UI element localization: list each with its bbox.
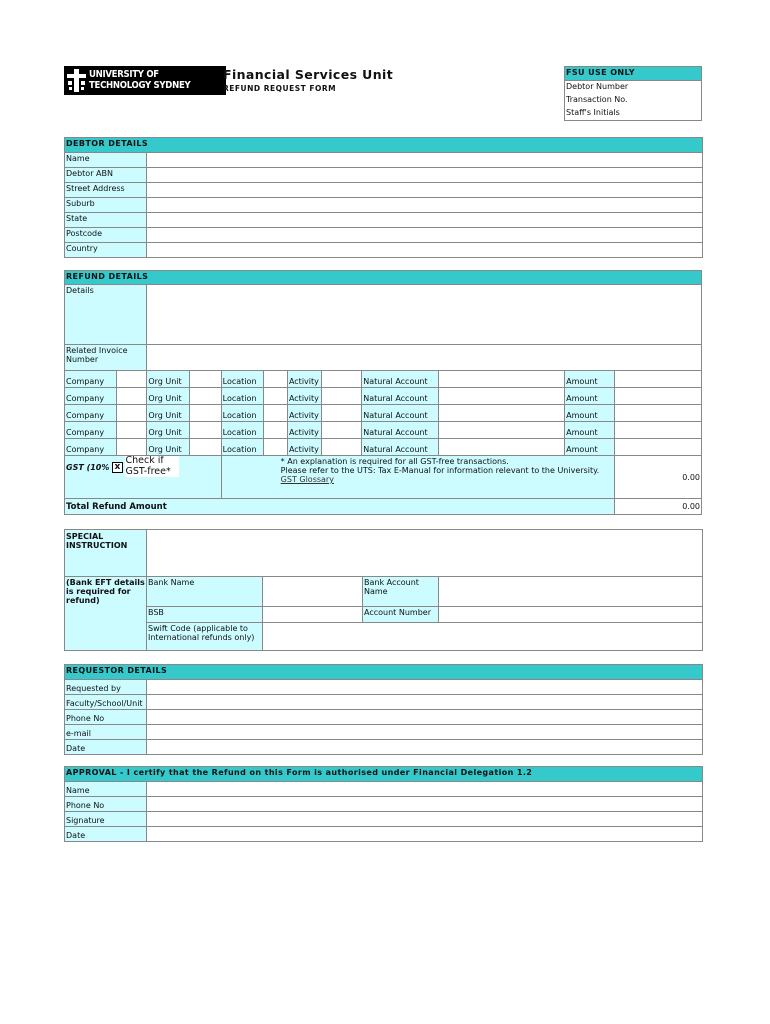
requestor-details-section	[64, 664, 703, 755]
requestor-date-label: Date	[65, 740, 147, 755]
swift-code-label: Swift Code (applicable to International refunds only)	[147, 623, 263, 651]
org-unit-field[interactable]	[189, 439, 221, 456]
amount-label: Amount	[565, 371, 615, 388]
org-unit-field[interactable]	[189, 405, 221, 422]
page-title: Financial Services Unit	[223, 67, 394, 82]
related-invoice-label: Related Invoice Number	[65, 345, 147, 371]
activity-label: Activity	[287, 388, 321, 405]
requestor-date-field[interactable]	[147, 740, 703, 755]
debtor-country-label: Country	[65, 243, 147, 258]
approval-section	[64, 766, 703, 842]
gst-free-checkbox[interactable]: x	[112, 462, 123, 473]
amount-field[interactable]	[615, 439, 702, 456]
company-label: Company	[65, 439, 117, 456]
refund-heading: REFUND DETAILS	[65, 271, 702, 285]
debtor-postcode-label: Postcode	[65, 228, 147, 243]
account-coding-row	[65, 388, 702, 405]
fsu-debtor-number[interactable]: Debtor Number	[565, 81, 702, 95]
gst-free-check-label: Check if GST-free*	[125, 456, 179, 478]
approver-signature-label: Signature	[65, 812, 147, 827]
debtor-abn-field[interactable]	[147, 168, 703, 183]
gst-row	[65, 456, 702, 499]
company-label: Company	[65, 371, 117, 388]
amount-field[interactable]	[615, 422, 702, 439]
bank-account-name-label: Bank Account Name	[363, 577, 439, 607]
requestor-phone-field[interactable]	[147, 710, 703, 725]
requestor-email-field[interactable]	[147, 725, 703, 740]
natural-account-label: Natural Account	[362, 388, 438, 405]
refund-details-field[interactable]	[147, 285, 702, 345]
natural-account-label: Natural Account	[362, 371, 438, 388]
approver-name-field[interactable]	[147, 782, 703, 797]
fsu-transaction-no[interactable]: Transaction No.	[565, 94, 702, 107]
fsu-use-only-box	[564, 66, 702, 121]
gst-amount: 0.00	[615, 456, 702, 499]
approver-signature-field[interactable]	[147, 812, 703, 827]
bank-name-field[interactable]	[263, 577, 363, 607]
related-invoice-field[interactable]	[147, 345, 702, 371]
debtor-details-section	[64, 137, 703, 258]
approver-phone-label: Phone No	[65, 797, 147, 812]
natural-account-field[interactable]	[438, 405, 565, 422]
amount-label: Amount	[565, 439, 615, 456]
debtor-name-label: Name	[65, 153, 147, 168]
uts-logo	[64, 66, 226, 95]
amount-field[interactable]	[615, 388, 702, 405]
location-field[interactable]	[263, 388, 287, 405]
location-label: Location	[221, 371, 263, 388]
special-instruction-section	[64, 529, 703, 651]
debtor-suburb-label: Suburb	[65, 198, 147, 213]
bank-name-label: Bank Name	[147, 577, 263, 607]
org-unit-field[interactable]	[189, 388, 221, 405]
company-field[interactable]	[117, 371, 147, 388]
logo-line-2: TECHNOLOGY SYDNEY	[89, 80, 191, 91]
org-unit-label: Org Unit	[147, 388, 189, 405]
fsu-staff-initials[interactable]: Staff's Initials	[565, 107, 702, 121]
approver-date-label: Date	[65, 827, 147, 842]
activity-field[interactable]	[322, 422, 362, 439]
requestor-email-label: e-mail	[65, 725, 147, 740]
gst-label: GST (10%	[66, 463, 110, 472]
gst-glossary-link[interactable]: GST Glossary	[280, 475, 334, 484]
approver-name-label: Name	[65, 782, 147, 797]
activity-label: Activity	[287, 405, 321, 422]
location-field[interactable]	[263, 371, 287, 388]
debtor-suburb-field[interactable]	[147, 198, 703, 213]
bank-eft-note: (Bank EFT details is required for refund)	[65, 577, 147, 651]
company-label: Company	[65, 405, 117, 422]
bank-account-name-field[interactable]	[439, 577, 703, 607]
refund-details-section	[64, 270, 702, 515]
location-field[interactable]	[263, 439, 287, 456]
company-field[interactable]	[117, 422, 147, 439]
faculty-label: Faculty/School/Unit	[65, 695, 147, 710]
location-label: Location	[221, 422, 263, 439]
requestor-heading: REQUESTOR DETAILS	[65, 665, 703, 680]
amount-field[interactable]	[615, 371, 702, 388]
debtor-street-label: Street Address	[65, 183, 147, 198]
activity-field[interactable]	[322, 371, 362, 388]
account-coding-row	[65, 439, 702, 456]
natural-account-field[interactable]	[438, 388, 565, 405]
debtor-street-field[interactable]	[147, 183, 703, 198]
approval-heading: APPROVAL - I certify that the Refund on this Form is authorised under Financial Delegation 1.2	[65, 767, 703, 782]
special-instruction-field[interactable]	[147, 530, 703, 577]
location-label: Location	[221, 405, 263, 422]
debtor-postcode-field[interactable]	[147, 228, 703, 243]
gst-cell	[65, 456, 222, 499]
faculty-field[interactable]	[147, 695, 703, 710]
debtor-state-label: State	[65, 213, 147, 228]
account-number-label: Account Number	[363, 607, 439, 623]
approver-date-field[interactable]	[147, 827, 703, 842]
refund-details-label: Details	[65, 285, 147, 345]
gst-note-cell	[221, 456, 615, 499]
company-field[interactable]	[117, 439, 147, 456]
location-label: Location	[221, 388, 263, 405]
amount-field[interactable]	[615, 405, 702, 422]
company-label: Company	[65, 388, 117, 405]
account-coding-row	[65, 422, 702, 439]
natural-account-field[interactable]	[438, 371, 565, 388]
location-field[interactable]	[263, 405, 287, 422]
location-label: Location	[221, 439, 263, 456]
bsb-label: BSB	[147, 607, 263, 623]
debtor-name-field[interactable]	[147, 153, 703, 168]
org-unit-label: Org Unit	[147, 371, 189, 388]
org-unit-label: Org Unit	[147, 405, 189, 422]
account-coding-row	[65, 405, 702, 422]
company-field[interactable]	[117, 405, 147, 422]
gst-note-line-2: Please refer to the UTS: Tax E-Manual for information relevant to the University.	[280, 466, 600, 475]
org-unit-label: Org Unit	[147, 439, 189, 456]
debtor-state-field[interactable]	[147, 213, 703, 228]
requested-by-label: Requested by	[65, 680, 147, 695]
account-number-field[interactable]	[439, 607, 703, 623]
special-instruction-label: SPECIAL INSTRUCTION	[65, 530, 147, 577]
account-coding-row	[65, 371, 702, 388]
fsu-heading: FSU USE ONLY	[565, 67, 702, 81]
natural-account-field[interactable]	[438, 439, 565, 456]
natural-account-field[interactable]	[438, 422, 565, 439]
company-label: Company	[65, 422, 117, 439]
activity-label: Activity	[287, 371, 321, 388]
form-subtitle: REFUND REQUEST FORM	[223, 84, 337, 93]
org-unit-label: Org Unit	[147, 422, 189, 439]
org-unit-field[interactable]	[189, 371, 221, 388]
activity-field[interactable]	[322, 439, 362, 456]
company-field[interactable]	[117, 388, 147, 405]
location-field[interactable]	[263, 422, 287, 439]
requested-by-field[interactable]	[147, 680, 703, 695]
org-unit-field[interactable]	[189, 422, 221, 439]
bsb-field[interactable]	[263, 607, 363, 623]
swift-code-field[interactable]	[263, 623, 703, 651]
natural-account-label: Natural Account	[362, 439, 438, 456]
requestor-phone-label: Phone No	[65, 710, 147, 725]
debtor-country-field[interactable]	[147, 243, 703, 258]
debtor-abn-label: Debtor ABN	[65, 168, 147, 183]
activity-label: Activity	[287, 422, 321, 439]
total-refund-amount: 0.00	[615, 499, 702, 515]
natural-account-label: Natural Account	[362, 422, 438, 439]
debtor-heading: DEBTOR DETAILS	[65, 138, 703, 153]
approver-phone-field[interactable]	[147, 797, 703, 812]
activity-label: Activity	[287, 439, 321, 456]
gst-note-line-1: * An explanation is required for all GST-free transactions.	[280, 457, 509, 466]
amount-label: Amount	[565, 405, 615, 422]
activity-field[interactable]	[322, 405, 362, 422]
amount-label: Amount	[565, 422, 615, 439]
natural-account-label: Natural Account	[362, 405, 438, 422]
activity-field[interactable]	[322, 388, 362, 405]
amount-label: Amount	[565, 388, 615, 405]
uts-crest-icon	[67, 69, 86, 92]
total-refund-label: Total Refund Amount	[65, 499, 615, 515]
logo-line-1: UNIVERSITY OF	[89, 69, 159, 80]
